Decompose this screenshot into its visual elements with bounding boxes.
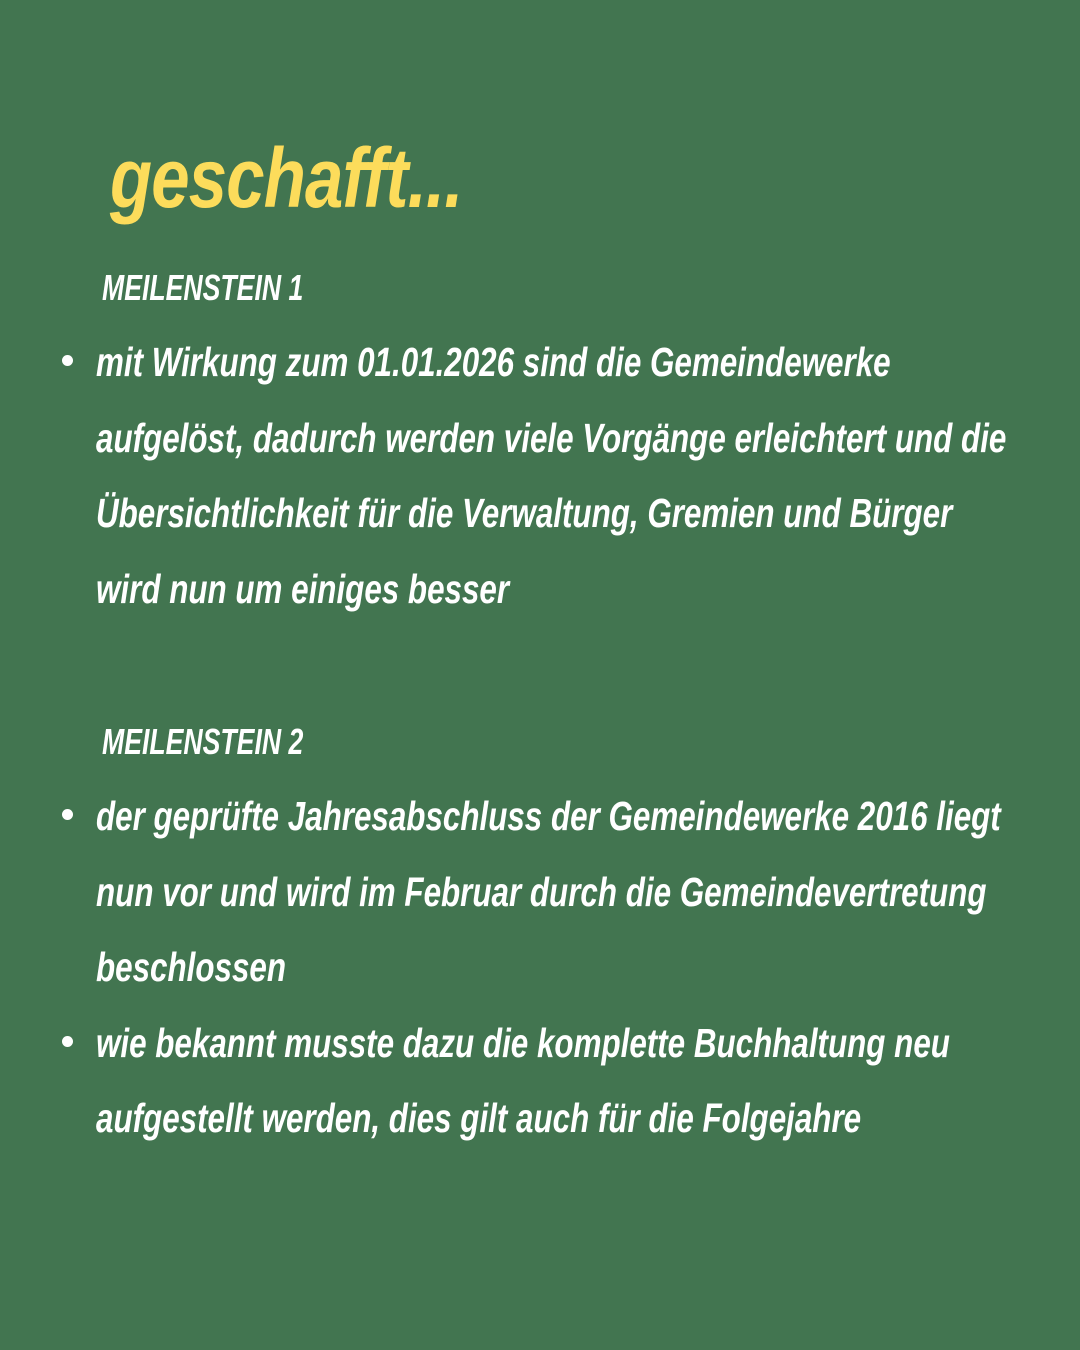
milestone-1-list <box>0 325 1080 627</box>
list-item-text: mit Wirkung zum 01.01.2026 sind die Gemeindewerke aufgelöst, dadurch werden viele Vorgänge erleichtert und die Übersichtlichkeit für die Verwaltung, Gremien und Bürger wird nun um einiges besser <box>96 339 1007 612</box>
bullet-icon <box>62 1036 73 1047</box>
list-item <box>0 325 1080 627</box>
page-title: geschafft... <box>110 131 463 225</box>
milestone-2-list <box>0 779 1080 1157</box>
bullet-icon <box>62 809 73 820</box>
list-item <box>0 779 1080 1006</box>
milestone-1-heading: MEILENSTEIN 1 <box>102 267 304 308</box>
list-item-text: der geprüfte Jahresabschluss der Gemeindewerke 2016 liegt nun vor und wird im Februar durch die Gemeindevertretung beschlossen <box>96 793 1001 990</box>
list-item <box>0 1006 1080 1157</box>
milestone-2-heading: MEILENSTEIN 2 <box>102 721 304 762</box>
bullet-icon <box>62 355 73 366</box>
list-item-text: wie bekannt musste dazu die komplette Buchhaltung neu aufgestellt werden, dies gilt auch für die Folgejahre <box>96 1019 950 1141</box>
